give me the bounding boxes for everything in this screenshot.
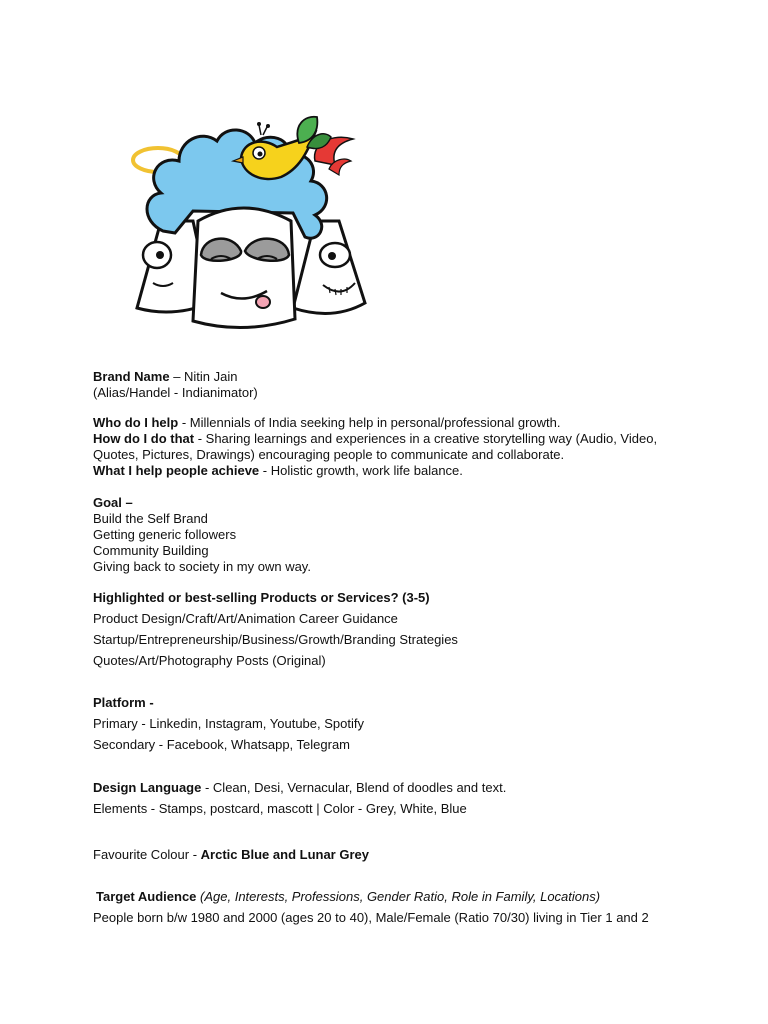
products-heading: Highlighted or best-selling Products or Services? (3-5) — [93, 590, 430, 605]
goal-item: Getting generic followers — [93, 527, 237, 542]
mascot-illustration — [93, 103, 398, 353]
audience-label: Target Audience — [96, 889, 197, 904]
who-text: - Millennials of India seeking help in personal/professional growth. — [178, 415, 561, 430]
brand-name-line — [93, 369, 238, 385]
platform-secondary: Secondary - Facebook, Whatsapp, Telegram — [93, 737, 351, 752]
achieve-line — [93, 463, 463, 479]
achieve-text: - Holistic growth, work life balance. — [259, 463, 463, 478]
design-label: Design Language — [93, 780, 202, 795]
how-text: - Sharing learnings and experiences in a creative storytelling way (Audio, Video, — [194, 431, 658, 446]
platform-heading: Platform - — [93, 695, 154, 710]
who-label: Who do I help — [93, 415, 179, 430]
main-face-icon — [193, 208, 295, 328]
design-elements: Elements - Stamps, postcard, mascott | Color - Grey, White, Blue — [93, 801, 467, 816]
brand-alias: (Alias/Handel - Indianimator) — [93, 385, 258, 400]
product-item: Startup/Entrepreneurship/Business/Growth/Branding Strategies — [93, 632, 458, 647]
grey-eyes-icon — [201, 239, 241, 261]
how-label: How do I do that — [93, 431, 195, 446]
platform-primary: Primary - Linkedin, Instagram, Youtube, Spotify — [93, 716, 364, 731]
audience-text: People born b/w 1980 and 2000 (ages 20 to 40), Male/Female (Ratio 70/30) living in Tier 1 and 2 — [93, 910, 649, 925]
colour-line — [93, 847, 369, 863]
who-line — [93, 415, 561, 431]
product-item: Product Design/Craft/Art/Animation Career Guidance — [93, 611, 398, 626]
tongue-icon — [256, 296, 270, 308]
goal-item: Community Building — [93, 543, 209, 558]
design-text: - Clean, Desi, Vernacular, Blend of doodles and text. — [201, 780, 507, 795]
brand-value: – Nitin Jain — [169, 369, 238, 384]
colour-value: Arctic Blue and Lunar Grey — [200, 847, 369, 862]
goal-heading: Goal – — [93, 495, 133, 510]
goal-item: Giving back to society in my own way. — [93, 559, 311, 574]
goal-item: Build the Self Brand — [93, 511, 208, 526]
achieve-label: What I help people achieve — [93, 463, 260, 478]
brand-label: Brand Name — [93, 369, 170, 384]
how-text-continued: Quotes, Pictures, Drawings) encouraging people to communicate and collaborate. — [93, 447, 565, 462]
audience-line — [96, 889, 600, 905]
colour-label: Favourite Colour - — [93, 847, 201, 862]
product-item: Quotes/Art/Photography Posts (Original) — [93, 653, 326, 668]
design-line — [93, 780, 506, 796]
audience-hint: (Age, Interests, Professions, Gender Ratio, Role in Family, Locations) — [196, 889, 601, 904]
how-line — [93, 431, 657, 447]
